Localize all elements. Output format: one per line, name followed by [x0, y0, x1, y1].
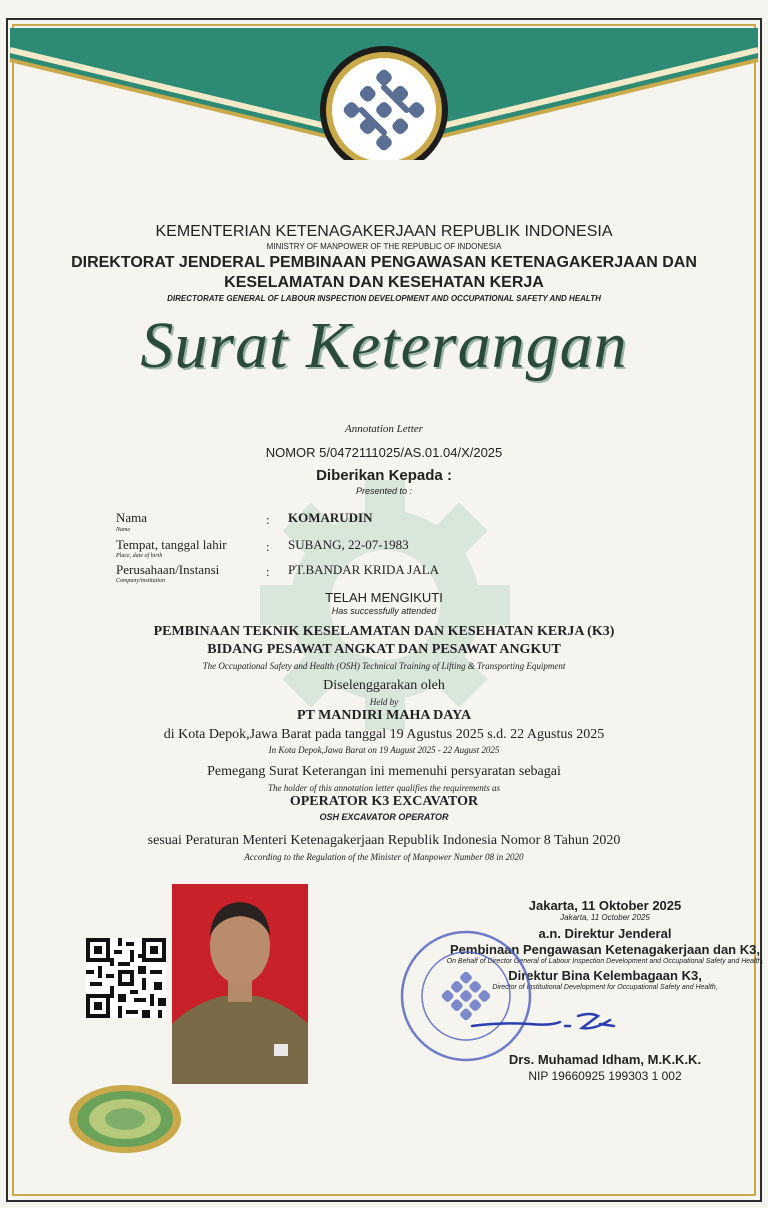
document-subtitle-en: Annotation Letter	[345, 423, 423, 435]
signature-date-en: Jakarta, 11 October 2025	[560, 913, 650, 922]
directorate-line1: DIREKTORAT JENDERAL PEMBINAAN PENGAWASAN KETENAGAKERJAAN DAN	[71, 254, 697, 271]
ministry-name-en: MINISTRY OF MANPOWER OF THE REPUBLIC OF INDONESIA	[266, 242, 502, 251]
signatory-unit-en: On Behalf of Director General of Labour Inspection Development and Occupational Safety and Health,	[446, 958, 764, 965]
company-colon: :	[266, 564, 270, 579]
signature-date: Jakarta, 11 Oktober 2025	[528, 898, 682, 913]
signatory-unit: Pembinaan Pengawasan Ketenagakerjaan dan K3,	[450, 942, 760, 957]
birth-colon: :	[266, 539, 270, 554]
name-colon: :	[266, 512, 270, 527]
birth-value: SUBANG, 22-07-1983	[288, 537, 409, 552]
on-behalf-label: a.n. Direktur Jenderal	[538, 926, 672, 941]
regulation-en: According to the Regulation of the Minister of Manpower Number 08 in 2020	[244, 852, 524, 862]
organizer-name: PT MANDIRI MAHA DAYA	[296, 708, 472, 723]
birth-label-en: Place, date of birth	[116, 553, 163, 559]
presented-to-label: Diberikan Kepada :	[316, 467, 452, 484]
holder-statement: Pemegang Surat Keterangan ini memenuhi persyaratan sebagai	[207, 764, 561, 779]
name-value: KOMARUDIN	[288, 510, 373, 525]
training-line1: PEMBINAAN TEKNIK KESELAMATAN DAN KESEHATAN KERJA (K3)	[153, 624, 615, 639]
training-location: di Kota Depok,Jawa Barat pada tanggal 19 Agustus 2025 s.d. 22 Agustus 2025	[163, 727, 605, 742]
held-by-label: Diselenggarakan oleh	[323, 678, 445, 693]
directorate-line2: KESELAMATAN DAN KESEHATAN KERJA	[224, 274, 544, 291]
attended-label: TELAH MENGIKUTI	[325, 590, 443, 605]
name-label: Nama	[116, 510, 148, 525]
training-line2: BIDANG PESAWAT ANGKAT DAN PESAWAT ANGKUT	[207, 642, 561, 657]
company-value: PT.BANDAR KRIDA JALA	[288, 562, 440, 577]
regulation: sesuai Peraturan Menteri Ketenagakerjaan Republik Indonesia Nomor 8 Tahun 2020	[147, 833, 621, 848]
handwritten-signature-icon	[470, 1002, 620, 1042]
signatory-position-en: Director of Institutional Development for Occupational Safety and Health,	[492, 984, 718, 991]
qualification: OPERATOR K3 EXCAVATOR	[289, 794, 479, 809]
signatory-nip: NIP 19660925 199303 1 002	[528, 1069, 682, 1083]
directorate-name-en: DIRECTORATE GENERAL OF LABOUR INSPECTION DEVELOPMENT AND OCCUPATIONAL SAFETY AND HEALTH	[167, 294, 601, 303]
qualification-en: OSH EXCAVATOR OPERATOR	[319, 812, 449, 822]
attended-label-en: Has successfully attended	[331, 606, 437, 616]
name-label-en: Name	[116, 527, 130, 533]
official-stamp-icon	[398, 928, 534, 1064]
company-label-en: Company/institution	[116, 578, 166, 584]
hologram-seal-icon	[68, 1084, 182, 1154]
recipient-photo	[172, 884, 308, 1084]
header-banner	[0, 0, 768, 160]
document-title: Surat Keterangan	[140, 309, 628, 382]
signatory-position: Direktur Bina Kelembagaan K3,	[508, 968, 702, 983]
signatory-name: Drs. Muhamad Idham, M.K.K.K.	[508, 1052, 702, 1067]
holder-statement-en: The holder of this annotation letter qualifies the requirements as	[267, 783, 501, 793]
held-by-label-en: Held by	[369, 697, 399, 707]
document-number: NOMOR 5/0472111025/AS.01.04/X/2025	[265, 445, 503, 460]
presented-to-label-en: Presented to :	[355, 486, 413, 496]
qr-code-icon	[86, 938, 166, 1018]
training-location-en: In Kota Depok,Jawa Barat on 19 August 2025 - 22 August 2025	[268, 745, 500, 755]
birth-label: Tempat, tanggal lahir	[116, 537, 227, 552]
ministry-name: KEMENTERIAN KETENAGAKERJAAN REPUBLIK INDONESIA	[155, 223, 613, 240]
training-en: The Occupational Safety and Health (OSH) Technical Training of Lifting & Transporting Equipment	[202, 661, 566, 671]
company-label: Perusahaan/Instansi	[116, 562, 220, 577]
